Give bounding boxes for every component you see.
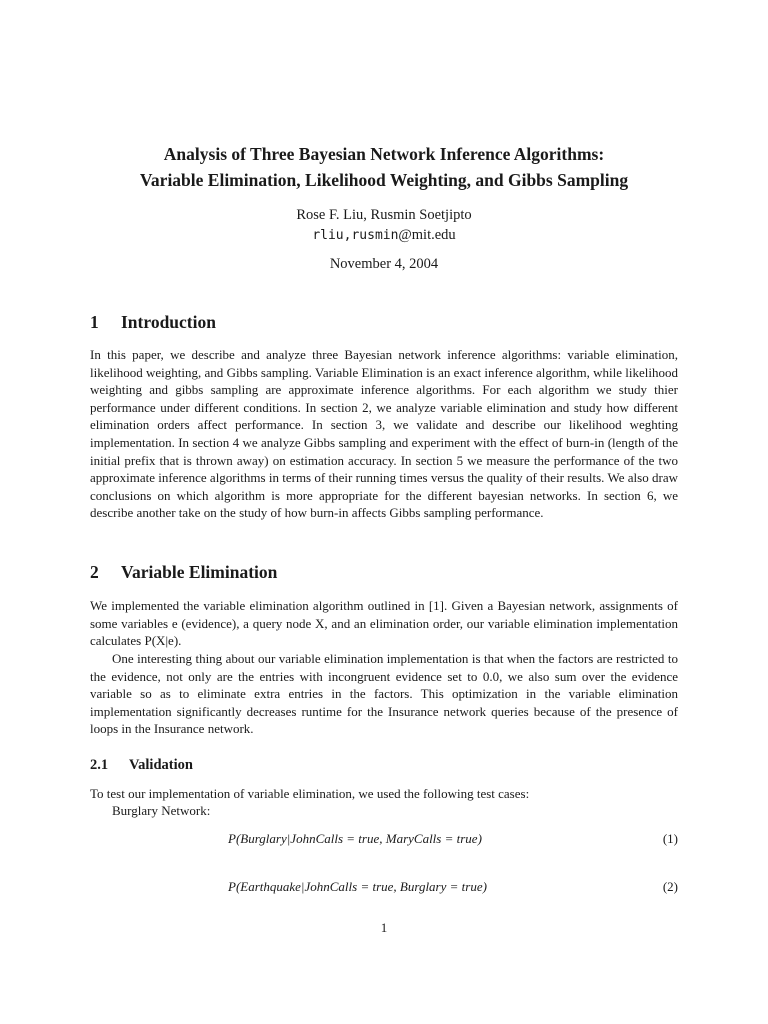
ve-paragraph-2: One interesting thing about our variable elimination implementation is that when the factors are restricted to the evidence, not only are the entries with incongruent evidence set to 0.0, we also sum over the evidence variable so as to eliminate extra entries in the factors. This optimization in the variable elimination implementation significantly decreases runtime for the Insurance network queries because of the presence of loops in the Insurance network. xyxy=(90,651,678,737)
section-heading-variable-elimination xyxy=(90,562,277,583)
intro-paragraph: In this paper, we describe and analyze three Bayesian network inference algorithms: variable elimination, likelihood weighting, and Gibbs sampling. Variable Elimination is an exact inference algorithm, while likelihood weighting and gibbs sampling are approximate inference algorithms. For each algorithm we study thier performance under different conditions. In section 2, we analyze variable elimination and study how different elimination orders affect performance. In section 3, we validate and describe our likelihood weghting implementation. In section 4 we analyze Gibbs sampling and experiment with the effect of burn-in (length of the initial prefix that is thrown away) on estimation accuracy. In section 5 we measure the performance of the two approximate inference algorithms in terms of their running times versus the quality of their results. We also draw conclusions on which algorithm is more appropriate for the different bayesian networks. In section 6, we describe another take on the study of how burn-in affects Gibbs sampling performance. xyxy=(90,347,678,521)
validation-intro-line: To test our implementation of variable elimination, we used the following test cases: xyxy=(90,786,530,801)
page-number: 1 xyxy=(380,920,388,935)
paper-title xyxy=(60,141,708,193)
email-domain: @mit.edu xyxy=(398,227,456,243)
section-title: Introduction xyxy=(121,312,216,332)
section-heading-introduction xyxy=(90,312,216,333)
title-line-1: Analysis of Three Bayesian Network Inference Algorithms: xyxy=(163,144,605,164)
paper-date: November 4, 2004 xyxy=(329,256,439,272)
section-number: 2 xyxy=(90,562,99,582)
author-block xyxy=(60,205,708,246)
validation-burglary-label: Burglary Network: xyxy=(112,803,211,818)
subsection-number: 2.1 xyxy=(90,757,109,773)
equation-number: (1) xyxy=(662,831,678,846)
email-user: rliu,rusmin xyxy=(312,228,399,243)
ve-paragraph-1: We implemented the variable elimination algorithm outlined in [1]. Given a Bayesian network, assignments of some variables e (evidence), a query node X, and an elimination order, our variable elimination implementation calculates P(X|e). xyxy=(90,598,678,649)
subsection-heading-validation xyxy=(90,757,193,774)
section-number: 1 xyxy=(90,312,99,332)
equation-formula: P(Burglary|JohnCalls = true, MaryCalls = true) xyxy=(228,831,482,846)
title-line-2: Variable Elimination, Likelihood Weighting, and Gibbs Sampling xyxy=(139,170,629,190)
subsection-title: Validation xyxy=(129,757,193,773)
equation-number: (2) xyxy=(662,879,678,894)
author-names: Rose F. Liu, Rusmin Soetjipto xyxy=(296,207,472,223)
author-email xyxy=(60,225,708,246)
section-title: Variable Elimination xyxy=(121,562,278,582)
equation-formula: P(Earthquake|JohnCalls = true, Burglary = true) xyxy=(228,879,487,894)
